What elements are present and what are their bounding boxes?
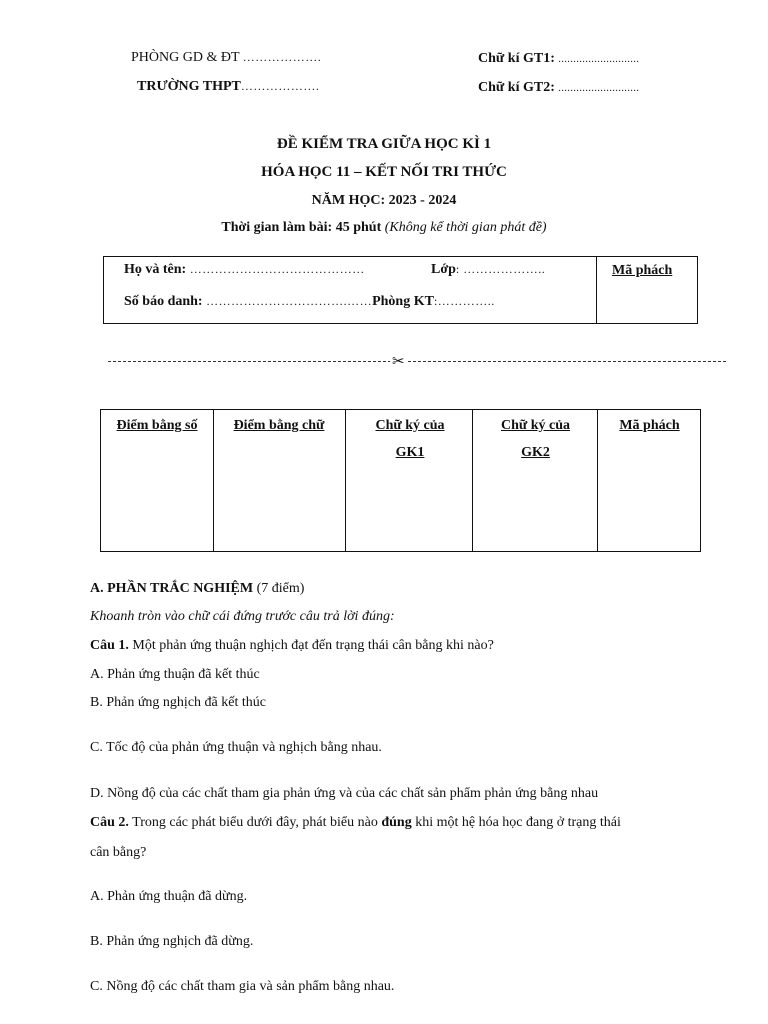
question-2-option-b[interactable]: B. Phản ứng nghịch đã dừng.	[90, 934, 254, 949]
room-field[interactable]: :…………..	[433, 294, 495, 308]
exam-title: ĐỀ KIỂM TRA GIỮA HỌC KÌ 1	[276, 136, 492, 152]
section-a-points: (7 điểm)	[256, 581, 305, 596]
question-1-option-c[interactable]: C. Tốc độ của phản ứng thuận và nghịch bằng nhau.	[90, 740, 382, 755]
name-row[interactable]	[124, 262, 365, 278]
signature-gt1-label: Chữ kí GT1:	[478, 51, 555, 66]
signature-gt1-dots: ...........................	[558, 54, 640, 65]
signature-gt2-label: Chữ kí GT2:	[478, 80, 555, 95]
section-a-title: A. PHẦN TRẮC NGHIỆM	[90, 581, 254, 596]
signature-gt2-dots: ...........................	[558, 83, 640, 94]
score-table	[100, 409, 701, 552]
class-label: Lớp	[431, 262, 456, 277]
exam-subject: HÓA HỌC 11 – KẾT NỐI TRI THỨC	[261, 164, 507, 180]
candidate-number-label: Số báo danh:	[124, 294, 203, 309]
question-1-option-d[interactable]: D. Nồng độ của các chất tham gia phản ứng và của các chất sản phẩm phản ứng bằng nhau	[90, 786, 599, 801]
question-2-label: Câu 2.	[90, 815, 129, 830]
question-1-option-a[interactable]: A. Phản ứng thuận đã kết thúc	[90, 667, 260, 682]
scissors-icon: ✂	[392, 352, 405, 370]
table-divider	[472, 410, 473, 551]
department-line	[131, 50, 321, 66]
score-number-header: Điểm bằng số	[116, 418, 198, 433]
exam-time-label: Thời gian làm bài: 45 phút	[221, 220, 382, 235]
name-field[interactable]: ……………………………………	[189, 262, 365, 276]
school-year: NĂM HỌC: 2023 - 2024	[311, 193, 457, 208]
question-2-text-line2: cân bằng?	[90, 845, 147, 860]
section-a-heading	[90, 581, 304, 597]
class-row[interactable]	[431, 262, 545, 278]
question-2-text-end: khi một hệ hóa học đang ở trạng thái	[415, 815, 621, 830]
question-2	[90, 815, 621, 831]
table-divider	[345, 410, 346, 551]
score-words-header: Điểm bằng chữ	[233, 418, 325, 433]
question-2-option-a[interactable]: A. Phản ứng thuận đã dừng.	[90, 889, 248, 904]
examiner1-signature-header: Chữ ký của GK1	[375, 418, 445, 460]
class-field[interactable]: : ………………..	[455, 262, 546, 276]
signature-gt2-line	[478, 80, 639, 96]
info-box-divider	[596, 257, 597, 323]
question-2-text: Trong các phát biểu dưới đây, phát biểu nào	[132, 815, 378, 830]
question-1-label: Câu 1.	[90, 638, 129, 653]
question-1-text: Một phản ứng thuận nghịch đạt đến trạng thái cân bằng khi nào?	[132, 638, 494, 653]
school-label: TRƯỜNG THPT	[137, 79, 241, 94]
signature-gt1-line	[478, 51, 639, 67]
school-dots: ……………….	[240, 79, 320, 93]
examiner2-signature-header: Chữ ký của GK2	[500, 418, 571, 460]
code-label: Mã phách	[612, 263, 673, 278]
department-label: PHÒNG GD & ĐT	[131, 50, 240, 65]
exam-time-note: (Không kể thời gian phát đề)	[384, 220, 547, 235]
question-2-option-c[interactable]: C. Nồng độ các chất tham gia và sản phẩm bằng nhau.	[90, 979, 395, 994]
code-header: Mã phách	[619, 418, 680, 433]
candidate-number-field[interactable]: …………………………….……	[206, 294, 373, 308]
candidate-number-row[interactable]	[124, 294, 495, 310]
section-a-instruction: Khoanh tròn vào chữ cái đứng trước câu trả lời đúng:	[90, 609, 395, 624]
student-info-box	[103, 256, 698, 324]
name-label: Họ và tên:	[124, 262, 187, 277]
question-2-emphasis: đúng	[381, 815, 412, 830]
school-line	[137, 79, 319, 95]
question-1-option-b[interactable]: B. Phản ứng nghịch đã kết thúc	[90, 695, 266, 710]
question-1	[90, 638, 494, 654]
room-label: Phòng KT	[372, 294, 434, 309]
exam-time	[0, 220, 768, 236]
department-dots: ……………….	[242, 50, 322, 64]
cut-line	[108, 361, 726, 362]
